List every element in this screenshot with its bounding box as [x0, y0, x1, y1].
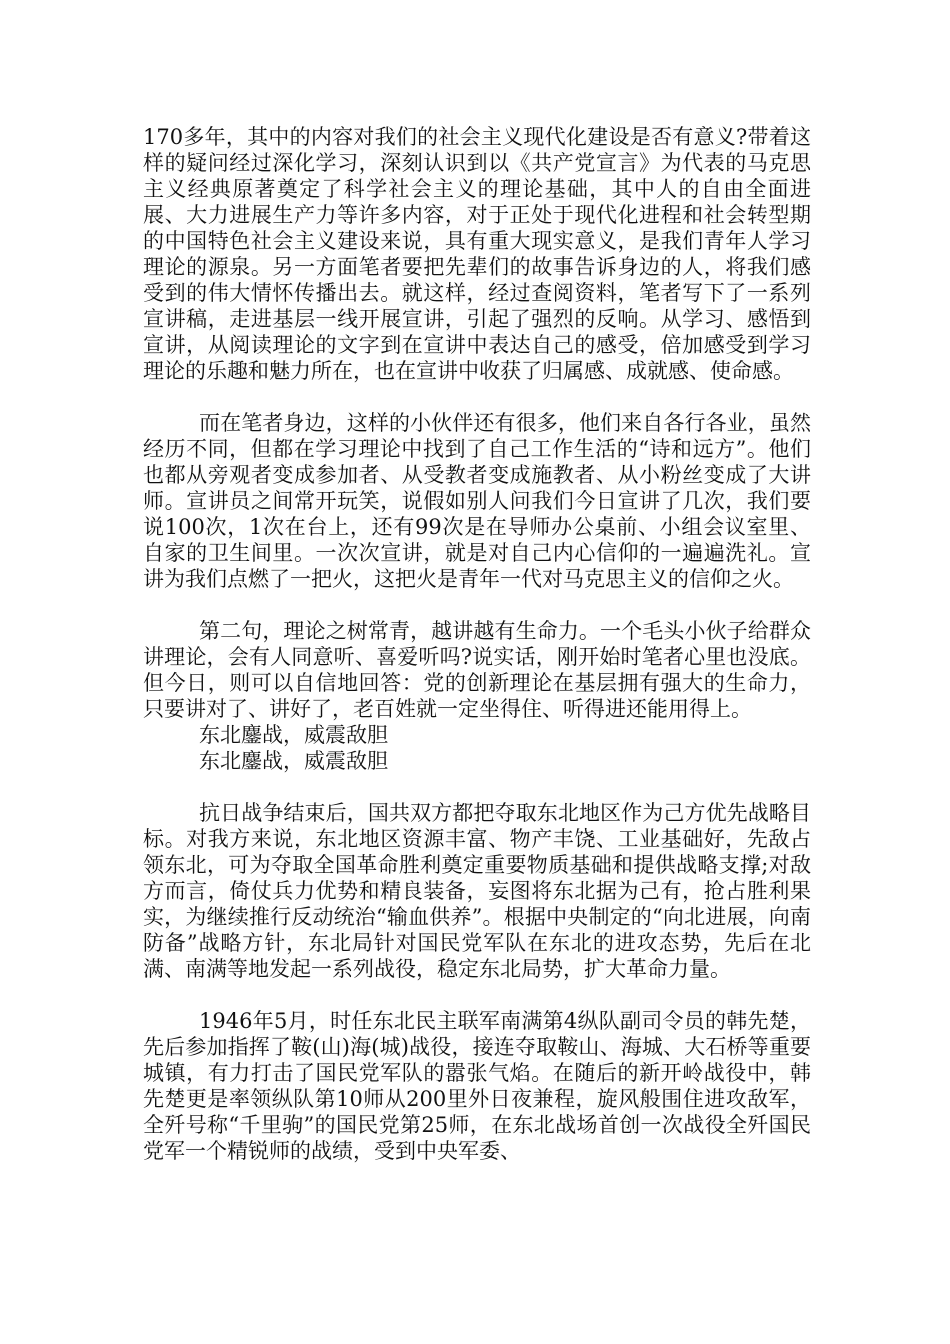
document-body — [143, 124, 811, 1164]
paragraph-spacer — [143, 774, 811, 800]
section-heading-line-2: 东北鏖战，威震敌胆 — [199, 749, 388, 773]
paragraph-2: 而在笔者身边，这样的小伙伴还有很多，他们来自各行各业，虽然经历不同，但都在学习理论中找到了自己工作生活的“诗和远方”。他们也都从旁观者变成参加者、从受教者变成施教者、从小粉丝变成了大讲师。宣讲员之间常开玩笑，说假如别人问我们今日宣讲了几次，我们要说100次，1次在台上，还有99次是在导师办公桌前、小组会议室里、自家的卫生间里。一次次宣讲，就是对自己内心信仰的一遍遍洗礼。宣讲为我们点燃了一把火，这把火是青年一代对马克思主义的信仰之火。 — [143, 411, 811, 591]
paragraph-spacer — [143, 592, 811, 618]
paragraph-3: 第二句，理论之树常青，越讲越有生命力。一个毛头小伙子给群众讲理论，会有人同意听、喜爱听吗?说实话，刚开始时笔者心里也没底。但今日，则可以自信地回答：党的创新理论在基层拥有强大的生命力，只要讲对了、讲好了，老百姓就一定坐得住、听得进还能用得上。 — [143, 619, 811, 721]
paragraph-1: 170多年，其中的内容对我们的社会主义现代化建设是否有意义?带着这样的疑问经过深化学习，深刻认识到以《共产党宣言》为代表的马克思主义经典原著奠定了科学社会主义的理论基础，其中人的自由全面进展、大力进展生产力等许多内容，对于正处于现代化进程和社会转型期的中国特色社会主义建设来说，具有重大现实意义，是我们青年人学习理论的源泉。另一方面笔者要把先辈们的故事告诉身边的人，将我们感受到的伟大情怀传播出去。就这样，经过查阅资料，笔者写下了一系列宣讲稿，走进基层一线开展宣讲，引起了强烈的反响。从学习、感悟到宣讲，从阅读理论的文字到在宣讲中表达自己的感受，倍加感受到学习理论的乐趣和魅力所在，也在宣讲中收获了归属感、成就感、使命感。 — [143, 125, 811, 383]
paragraph-spacer — [143, 982, 811, 1008]
paragraph-spacer — [143, 384, 811, 410]
paragraph-4: 抗日战争结束后，国共双方都把夺取东北地区作为己方优先战略目标。对我方来说，东北地区资源丰富、物产丰饶、工业基础好，先敌占领东北，可为夺取全国革命胜利奠定重要物质基础和提供战略支撑;对敌方而言，倚仗兵力优势和精良装备，妄图将东北据为己有，抢占胜利果实，为继续推行反动统治“输血供养”。根据中央制定的“向北进展，向南防备”战略方针，东北局针对国民党军队在东北的进攻态势，先后在北满、南满等地发起一系列战役，稳定东北局势，扩大革命力量。 — [143, 801, 811, 981]
paragraph-5: 1946年5月，时任东北民主联军南满第4纵队副司令员的韩先楚，先后参加指挥了鞍(山)海(城)战役，接连夺取鞍山、海城、大石桥等重要城镇，有力打击了国民党军队的嚣张气焰。在随后的新开岭战役中，韩先楚更是率领纵队第10师从200里外日夜兼程，旋风般围住进攻敌军，全歼号称“千里驹”的国民党第25师，在东北战场首创一次战役全歼国民党军一个精锐师的战绩，受到中央军委、 — [143, 1009, 811, 1163]
section-heading-line-1: 东北鏖战，威震敌胆 — [199, 723, 388, 747]
